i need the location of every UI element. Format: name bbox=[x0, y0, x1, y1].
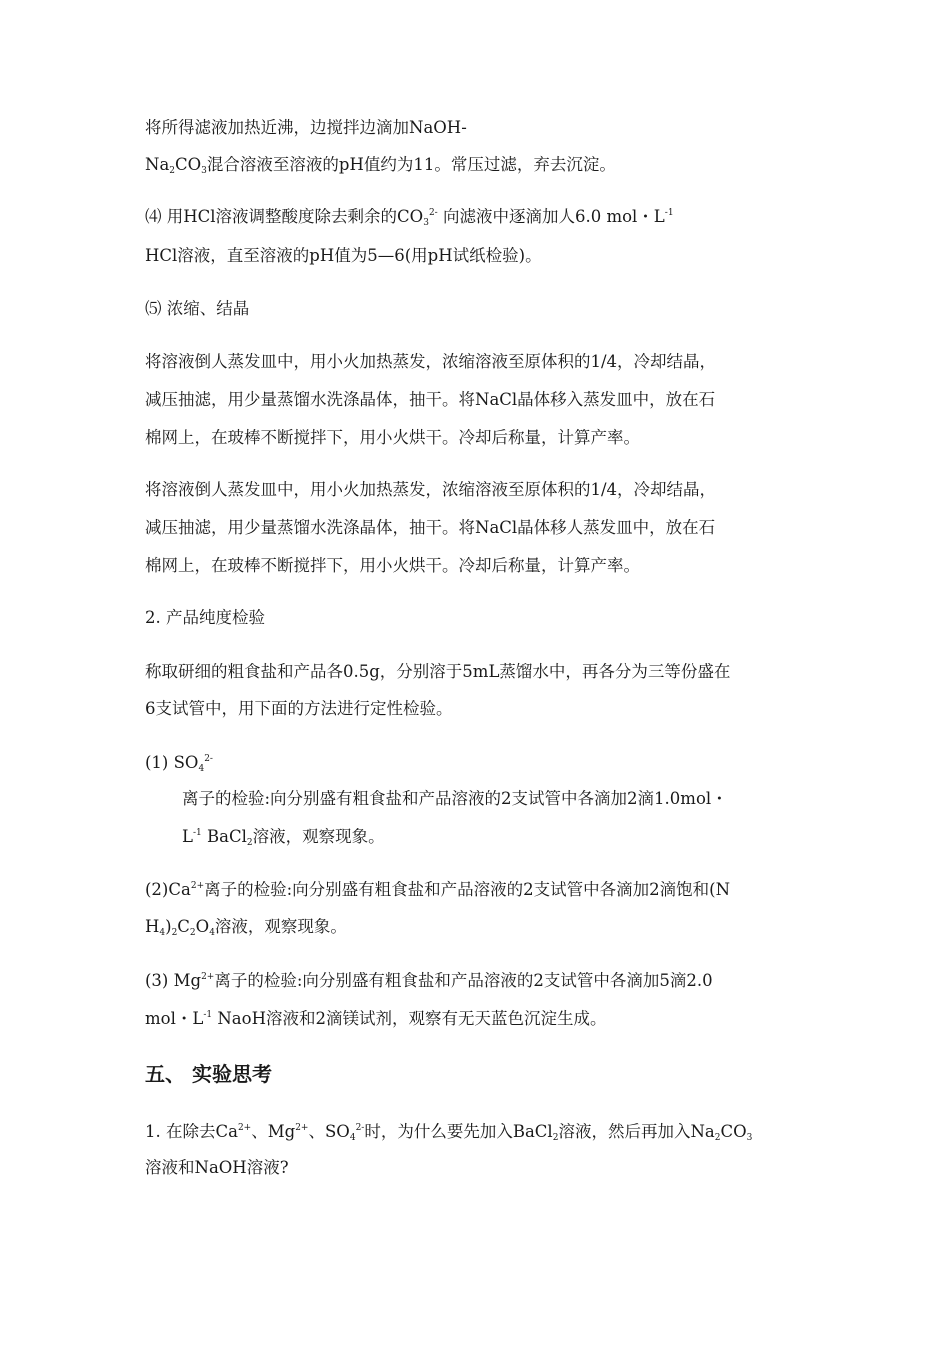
question-1-line2: 溶液和NaOH溶液? bbox=[145, 1158, 289, 1177]
question-1-line1: 1. 在除去$Ca^{2+}$、$Mg^{2+}$、$SO_4^{2-}$时，为什么要先加入BaCl$_2$溶液，然后再加入$Na_2CO_3$ bbox=[145, 1122, 753, 1143]
purity-item2-line1: $(2)Ca^{2+}$离子的检验:向分别盛有粗食盐和产品溶液的2支试管中各滴加2滴饱和(N bbox=[145, 880, 731, 899]
step5-para2-line2: 减压抽滤，用少量蒸馏水洗涤晶体，抽干。将NaCl晶体移人蒸发皿中，放在石 bbox=[145, 518, 716, 537]
purity-item3-line2: mol・$L^{-1}$ NaoH溶液和2滴镁试剂，观察有无天蓝色沉淀生成。 bbox=[145, 1009, 607, 1028]
purity-item1-line2: 离子的检验:向分别盛有粗食盐和产品溶液的2支试管中各滴加2滴1.0mol・ bbox=[182, 789, 728, 808]
step4-line1: ⑷ 用HCl溶液调整酸度除去剩余的$CO_3^{2-}$ 向滤液中逐滴加人6.0 mol・$L^{-1}$ bbox=[145, 207, 674, 228]
step5-para1-line1: 将溶液倒人蒸发皿中，用小火加热蒸发，浓缩溶液至原体积的1/4，冷却结晶， bbox=[145, 352, 717, 371]
step3-line2: $Na_2CO_3$混合溶液至溶液的pH值约为11。常压过滤，弃去沉淀。 bbox=[145, 155, 616, 176]
purity-intro-line1: 称取研细的粗食盐和产品各0.5g，分别溶于5mL蒸馏水中，再各分为三等份盛在 bbox=[145, 662, 731, 681]
purity-item1-label: (1) $SO_4^{2-}$ bbox=[145, 753, 213, 774]
step5-para1-line3: 棉网上，在玻棒不断搅拌下，用小火烘干。冷却后称量，计算产率。 bbox=[145, 428, 640, 447]
purity-title: 2. 产品纯度检验 bbox=[145, 608, 265, 627]
step5-para1-line2: 减压抽滤，用少量蒸馏水洗涤晶体，抽干。将NaCl晶体移入蒸发皿中，放在石 bbox=[145, 390, 716, 409]
step5-para2-line3: 棉网上，在玻棒不断搅拌下，用小火烘干。冷却后称量，计算产率。 bbox=[145, 556, 640, 575]
step5-para2-line1: 将溶液倒人蒸发皿中，用小火加热蒸发，浓缩溶液至原体积的1/4，冷却结晶， bbox=[145, 480, 717, 499]
purity-item2-line2: $H_4)_2C_2O_4$溶液，观察现象。 bbox=[145, 917, 347, 938]
purity-item1-line3: $L^{-1}$ BaCl$_2$溶液，观察现象。 bbox=[182, 827, 385, 848]
step5-title: ⑸ 浓缩、结晶 bbox=[145, 299, 250, 318]
step4-line2: HCl溶液，直至溶液的pH值为5—6(用pH试纸检验)。 bbox=[145, 246, 542, 265]
section-heading: 五、 实验思考 bbox=[145, 1062, 272, 1086]
purity-intro-line2: 6支试管中，用下面的方法进行定性检验。 bbox=[145, 699, 453, 718]
purity-item3-line1: (3) $Mg^{2+}$离子的检验:向分别盛有粗食盐和产品溶液的2支试管中各滴加5滴2.0 bbox=[145, 971, 713, 990]
step3-line1: 将所得滤液加热近沸，边搅拌边滴加NaOH- bbox=[145, 118, 467, 137]
